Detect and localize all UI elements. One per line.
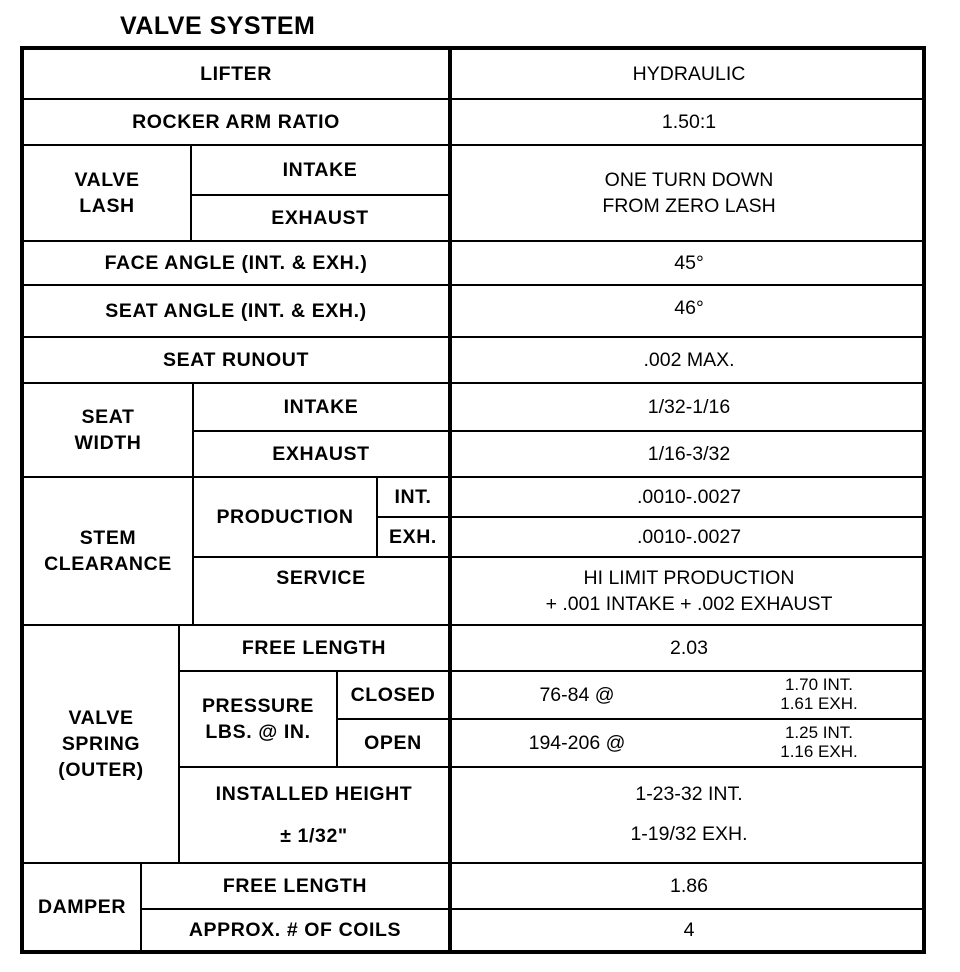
- valve-lash-label: VALVE LASH: [74, 168, 140, 217]
- installed-height-tolerance: ± 1/32": [280, 824, 348, 847]
- face-angle-value: 45°: [674, 251, 704, 274]
- damper-label: DAMPER: [37, 895, 127, 918]
- seat-width-exhaust-label: EXHAUST: [272, 442, 370, 465]
- seat-runout-value: .002 MAX.: [643, 348, 735, 371]
- stem-service-label: SERVICE: [276, 566, 366, 589]
- spring-free-length-label: FREE LENGTH: [241, 636, 387, 659]
- open-pressure-value: 194-206 @: [528, 731, 626, 754]
- closed-label: CLOSED: [350, 683, 436, 706]
- valve-lash-intake-label: INTAKE: [282, 158, 358, 181]
- closed-height-value: 1.70 INT. 1.61 EXH.: [780, 675, 858, 713]
- damper-free-length-value: 1.86: [670, 874, 708, 897]
- spring-free-length-value: 2.03: [670, 636, 708, 659]
- rocker-arm-ratio-label: ROCKER ARM RATIO: [132, 110, 340, 133]
- divider: [452, 766, 926, 768]
- valve-lash-value: ONE TURN DOWN FROM ZERO LASH: [602, 168, 776, 217]
- stem-service-value: HI LIMIT PRODUCTION + .001 INTAKE + .002 EXHAUST: [545, 566, 833, 615]
- seat-angle-label: SEAT ANGLE (INT. & EXH.): [105, 299, 367, 322]
- damper-coils-label: APPROX. # OF COILS: [188, 918, 402, 941]
- stem-exh-value: .0010-.0027: [636, 525, 742, 548]
- lifter-value: HYDRAULIC: [632, 62, 746, 85]
- closed-pressure-value: 76-84 @: [539, 683, 615, 706]
- damper-coils-value: 4: [683, 918, 695, 941]
- rocker-arm-ratio-value: 1.50:1: [661, 110, 717, 133]
- stem-clearance-label: STEM CLEARANCE: [44, 526, 172, 575]
- installed-height-int-value: 1-23-32 INT.: [635, 782, 743, 805]
- divider: [178, 766, 448, 768]
- stem-exh-label: EXH.: [389, 525, 437, 548]
- installed-height-label: INSTALLED HEIGHT: [215, 782, 413, 805]
- valve-lash-exhaust-label: EXHAUST: [271, 206, 369, 229]
- valve-system-table: [20, 46, 926, 954]
- seat-width-label: SEAT WIDTH: [74, 405, 142, 454]
- valve-spring-label: VALVE SPRING (OUTER): [58, 706, 144, 782]
- damper-free-length-label: FREE LENGTH: [222, 874, 368, 897]
- seat-width-intake-label: INTAKE: [283, 395, 359, 418]
- page-title: VALVE SYSTEM: [120, 12, 316, 40]
- pressure-label: PRESSURE LBS. @ IN.: [201, 694, 315, 743]
- stem-int-value: .0010-.0027: [636, 485, 742, 508]
- open-label: OPEN: [364, 731, 422, 754]
- seat-angle-value: 46°: [674, 296, 704, 319]
- stem-int-label: INT.: [394, 485, 432, 508]
- installed-height-exh-value: 1-19/32 EXH.: [630, 822, 748, 845]
- open-height-value: 1.25 INT. 1.16 EXH.: [780, 723, 858, 761]
- seat-runout-label: SEAT RUNOUT: [163, 348, 309, 371]
- face-angle-label: FACE ANGLE (INT. & EXH.): [104, 251, 368, 274]
- seat-width-intake-value: 1/32-1/16: [647, 395, 731, 418]
- stem-production-label: PRODUCTION: [216, 505, 354, 528]
- seat-width-exhaust-value: 1/16-3/32: [647, 442, 731, 465]
- lifter-label: LIFTER: [200, 62, 272, 85]
